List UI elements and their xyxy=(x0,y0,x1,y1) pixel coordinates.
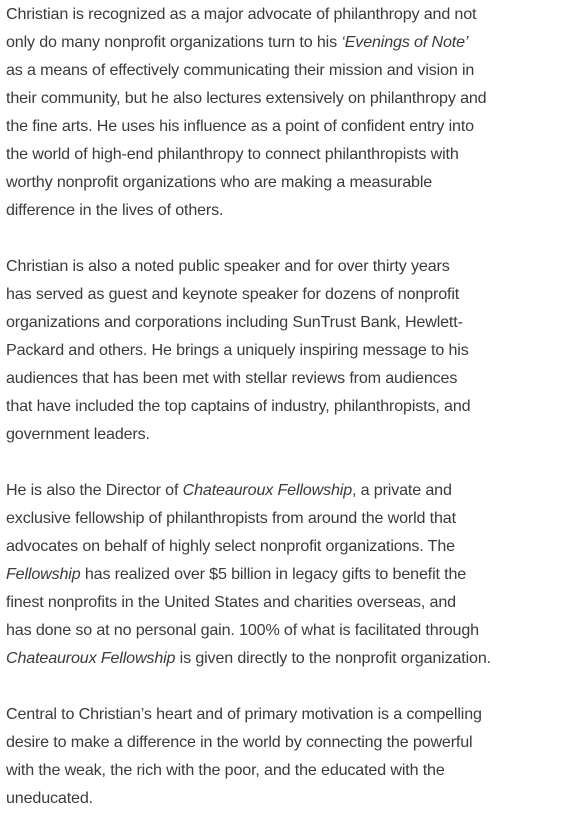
text-run: difference in the lives of others. xyxy=(6,201,224,219)
article-body xyxy=(6,0,562,812)
text-line xyxy=(6,364,562,392)
text-line xyxy=(6,504,562,532)
text-run: has realized over $5 billion in legacy gifts to benefit the xyxy=(80,565,467,583)
text-run: audiences that has been met with stellar reviews from audiences xyxy=(6,369,458,387)
text-line xyxy=(6,616,562,644)
text-line xyxy=(6,784,562,812)
text-line xyxy=(6,0,562,28)
text-run: He is also the Director of xyxy=(6,481,183,499)
text-run: as a means of effectively communicating their mission and vision in xyxy=(6,61,475,79)
text-run: Central to Christian’s heart and of primary motivation is a compelling xyxy=(6,705,482,723)
text-line xyxy=(6,140,562,168)
text-line xyxy=(6,392,562,420)
text-run: uneducated. xyxy=(6,789,93,807)
text-run: has done so at no personal gain. 100% of what is facilitated through xyxy=(6,621,479,639)
text-run: only do many nonprofit organizations turn to his xyxy=(6,33,342,51)
text-line xyxy=(6,112,562,140)
text-line xyxy=(6,728,562,756)
article-paragraph xyxy=(6,252,562,448)
text-line xyxy=(6,560,562,588)
text-run: the world of high-end philanthropy to connect philanthropists with xyxy=(6,145,459,163)
text-line xyxy=(6,196,562,224)
text-line xyxy=(6,308,562,336)
text-run: is given directly to the nonprofit organization. xyxy=(175,649,491,667)
text-run: Christian is also a noted public speaker and for over thirty years xyxy=(6,257,450,275)
text-line xyxy=(6,336,562,364)
text-line xyxy=(6,252,562,280)
text-line xyxy=(6,420,562,448)
text-run: government leaders. xyxy=(6,425,150,443)
text-line xyxy=(6,280,562,308)
text-run: their community, but he also lectures extensively on philanthropy and xyxy=(6,89,487,107)
text-line xyxy=(6,84,562,112)
text-line xyxy=(6,476,562,504)
text-line xyxy=(6,532,562,560)
text-line xyxy=(6,644,562,672)
article-paragraph xyxy=(6,0,562,224)
text-line xyxy=(6,588,562,616)
text-run: exclusive fellowship of philanthropists from around the world that xyxy=(6,509,456,527)
text-run: with the weak, the rich with the poor, and the educated with the xyxy=(6,761,445,779)
italic-title: Chateauroux Fellowship xyxy=(182,481,352,499)
text-run: organizations and corporations including SunTrust Bank, Hewlett- xyxy=(6,313,463,331)
text-run: has served as guest and keynote speaker for dozens of nonprofit xyxy=(6,285,460,303)
text-run: the fine arts. He uses his influence as a point of confident entry into xyxy=(6,117,474,135)
italic-title: ‘Evenings of Note’ xyxy=(341,33,469,51)
article-paragraph xyxy=(6,476,562,672)
text-line xyxy=(6,56,562,84)
text-line xyxy=(6,168,562,196)
article-paragraph xyxy=(6,700,562,812)
italic-title: Fellowship xyxy=(6,565,81,583)
text-run: that have included the top captains of industry, philanthropists, and xyxy=(6,397,471,415)
text-run: worthy nonprofit organizations who are making a measurable xyxy=(6,173,433,191)
text-line xyxy=(6,28,562,56)
text-run: Christian is recognized as a major advocate of philanthropy and not xyxy=(6,5,477,23)
text-run: , a private and xyxy=(352,481,452,499)
italic-title: Chateauroux Fellowship xyxy=(6,649,176,667)
text-run: finest nonprofits in the United States and charities overseas, and xyxy=(6,593,456,611)
text-run: advocates on behalf of highly select nonprofit organizations. The xyxy=(6,537,455,555)
text-run: Packard and others. He brings a uniquely inspiring message to his xyxy=(6,341,469,359)
text-run: desire to make a difference in the world by connecting the powerful xyxy=(6,733,473,751)
text-line xyxy=(6,756,562,784)
text-line xyxy=(6,700,562,728)
